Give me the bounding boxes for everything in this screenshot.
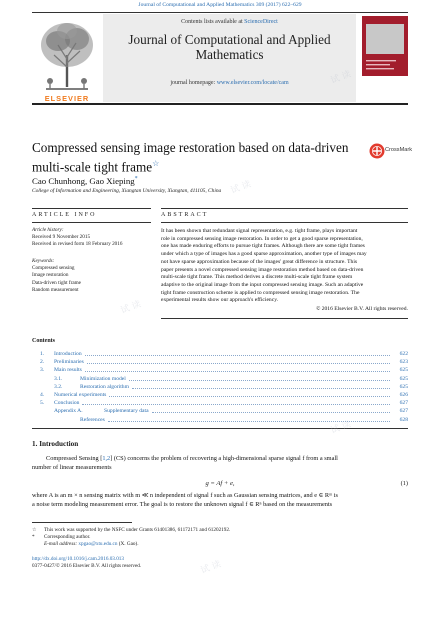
keyword-item: Random measurement [32, 286, 79, 293]
history-label: Article history: [32, 227, 64, 233]
watermark-mark: 试 读 [329, 69, 353, 87]
footnote-funding-text: This work was supported by the NSFC under Grants 61401386, 61172171 and 61202192. [44, 527, 231, 533]
article-title-line2-text: multi-scale tight frame [32, 158, 153, 174]
crossmark-label[interactable]: CrossMark [385, 147, 413, 153]
toc-leader-dots [129, 380, 390, 381]
footnote-rule [32, 522, 132, 523]
contents-available-prefix: Contents lists available at [181, 19, 245, 25]
journal-name [103, 32, 356, 62]
footnote-asterisk-mark: * [32, 534, 35, 540]
title-footnote-mark[interactable]: ☆ [152, 158, 160, 168]
toc-number: 3. [40, 367, 45, 374]
watermark-mark: 试 读 [229, 179, 253, 197]
toc-number: 2. [40, 359, 45, 366]
article-info-rule-bottom [32, 222, 151, 223]
toc-number: 3.2. [54, 383, 63, 390]
toc-label[interactable]: Introduction [54, 351, 82, 357]
keywords-block [32, 258, 157, 294]
keyword-item: Image restoration [32, 272, 69, 279]
article-history [32, 227, 157, 249]
intro-para2-line2: a noise term modeling measurement error. The goal is to restore the unknown signal f ∈ Rⁿ based on the measurements [32, 500, 333, 508]
journal-name-line2: Mathematics [195, 47, 264, 62]
email-label: E-mail address: [44, 541, 79, 547]
email-suffix: (X. Gao). [117, 541, 139, 547]
article-info-rule-top [32, 208, 151, 209]
journal-cover-lines [366, 58, 404, 72]
toc-label[interactable]: References [80, 416, 105, 423]
intro-para1-line2: number of linear measurements [32, 463, 112, 471]
abstract-rule-top [161, 208, 408, 209]
intro-para2-line1: where A is an m × n sensing matrix with m ≪ n independent of signal f such as Gaussian sensing matrices, and e ∈ Rᵐ is [32, 492, 338, 499]
footnote-email [32, 541, 408, 548]
doi-link[interactable]: http://dx.doi.org/10.1016/j.cam.2016.03.013 [32, 556, 124, 562]
equation-1: g = Af + e, [205, 480, 235, 487]
footnote-corresponding [32, 534, 408, 541]
toc-leader-dots [82, 404, 390, 405]
abstract-text [161, 228, 408, 305]
toc-label[interactable]: Restoration algorithm [80, 383, 129, 390]
journal-cover-panel [366, 24, 404, 54]
toc-page-number[interactable]: 625 [399, 383, 408, 390]
sciencedirect-link[interactable]: ScienceDirect [244, 19, 278, 25]
footnotes [32, 527, 408, 548]
abstract-line: under which a type of images has a good sparse approximation, another type of images may [161, 251, 367, 258]
toc-label[interactable]: Preliminaries [54, 359, 84, 366]
toc-label[interactable]: Main results [54, 367, 82, 374]
abstract-line: one has made enduring efforts to pursue tight frames. Although there are some tight frames [161, 243, 365, 250]
keyword-item: Compressed sensing [32, 265, 75, 272]
revised-date: Received in revised form 18 February 2016 [32, 241, 123, 248]
toc-label[interactable]: Minimization model [80, 375, 126, 382]
toc-row[interactable] [32, 391, 408, 399]
footnote-corresponding-text: Corresponding author. [44, 534, 91, 540]
toc-row[interactable] [32, 407, 408, 415]
toc-leader-dots [87, 363, 390, 364]
intro-paragraph-2 [32, 492, 408, 509]
toc-leader-dots [132, 388, 390, 389]
toc-number: 3.1. [54, 375, 63, 382]
abstract-rule-end [161, 318, 408, 319]
toc-row[interactable] [32, 350, 408, 358]
toc-row[interactable] [32, 366, 408, 374]
elsevier-wordmark: ELSEVIER [44, 94, 90, 103]
contents-available-line [103, 19, 356, 25]
abstract-line: not have sparse approximation because of the images' great difference in structure. This [161, 258, 358, 265]
journal-name-line1: Journal of Computational and Applied [128, 32, 331, 47]
contents-heading: Contents [32, 338, 56, 344]
toc-row[interactable] [32, 375, 408, 383]
intro-para1-line1 [32, 455, 408, 464]
section-heading-introduction: 1. Introduction [32, 440, 79, 448]
footnote-star-mark: ☆ [32, 527, 37, 533]
article-info-heading: ARTICLE INFO [32, 212, 97, 218]
corresponding-author-mark[interactable]: * [134, 176, 138, 183]
authors-line [32, 176, 138, 186]
toc-number: 4. [40, 392, 45, 398]
article-title-line1: Compressed sensing image restoration based on data-driven [32, 140, 349, 155]
toc-row[interactable] [32, 383, 408, 391]
toc-page-number[interactable]: 625 [399, 367, 408, 374]
author-email-link[interactable]: xpgao@xtu.edu.cn [78, 541, 118, 547]
toc-label[interactable]: Numerical experiments [54, 392, 107, 398]
abstract-line: tight frame construction scheme is applied to compressed sensing image restoration. The [161, 289, 360, 296]
toc-row[interactable] [32, 399, 408, 407]
homepage-prefix: journal homepage: [170, 80, 217, 86]
watermark-mark: 试 读 [329, 419, 353, 437]
abstract-line: role in compressed sensing image restoration. In order to get a good sparse representation, [161, 235, 363, 242]
toc-label[interactable]: Conclusion [54, 400, 80, 407]
citation-link[interactable]: 1,2 [102, 455, 111, 462]
intro-para1-start: Compressed Sensing [ [46, 455, 103, 462]
toc-number: Appendix A. [54, 408, 83, 415]
abstract-line: paper presents a novel compressed sensing image restoration method based on data-driven [161, 266, 364, 273]
abstract-rule-bottom [161, 222, 408, 223]
toc-row[interactable] [32, 358, 408, 366]
toc-page-number[interactable]: 625 [399, 375, 408, 382]
toc-page-number[interactable]: 623 [399, 359, 408, 366]
abstract-line: multi-scale tight frame. This method derives a discrete multi-scale tight frame system [161, 274, 353, 281]
abstract-heading: ABSTRACT [161, 212, 209, 218]
intro-paragraph-1 [32, 455, 408, 472]
abstract-copyright: © 2016 Elsevier B.V. All rights reserved. [316, 306, 408, 312]
toc-leader-dots [85, 355, 390, 356]
keywords-label: Keywords: [32, 258, 55, 264]
watermark-mark: 试 读 [119, 299, 143, 317]
footnote-funding [32, 527, 408, 534]
toc-page-number[interactable]: 627 [399, 408, 408, 415]
toc-page-number[interactable]: 622 [399, 351, 408, 357]
equation-number: (1) [400, 480, 408, 487]
affiliation: College of Information and Engineering, Xiangtan University, Xiangtan, 411105, China [32, 188, 222, 194]
issn-line: 0377-0427/© 2016 Elsevier B.V. All rights reserved. [32, 563, 142, 569]
article-title-line2 [32, 156, 362, 175]
toc-label[interactable]: Supplementary data [104, 408, 149, 415]
toc-leader-dots [109, 396, 390, 397]
toc-page-number[interactable]: 628 [399, 416, 408, 423]
journal-homepage-line [103, 80, 356, 86]
toc-row[interactable] [32, 416, 408, 424]
abstract-line: It has been shown that redundant signal representation, e.g. tight frame, plays important [161, 228, 358, 234]
article-title [32, 140, 362, 174]
toc-number: 5. [40, 400, 45, 407]
keyword-item: Data-driven tight frame [32, 279, 81, 286]
running-header: Journal of Computational and Applied Mathematics 309 (2017) 622–629 [138, 2, 302, 8]
journal-homepage-link[interactable]: www.elsevier.com/locate/cam [216, 80, 289, 86]
toc-number: 1. [40, 351, 45, 357]
masthead-top-rule [32, 12, 408, 13]
elsevier-tree-logo [32, 15, 102, 95]
watermark-mark: 试 读 [199, 559, 223, 577]
intro-para1-rest: ] (CS) concerns the problem of recovering a high-dimensional sparse signal f from a small [110, 455, 338, 462]
abstract-line: adaptive to the original image from the input compressed sensing image. Such an adaptive [161, 281, 364, 288]
abstract-line: experimental results show our approach's efficiency. [161, 297, 279, 304]
toc-leader-dots [152, 412, 390, 413]
toc-leader-dots [85, 371, 390, 372]
received-date: Received 9 November 2015 [32, 234, 91, 241]
toc-page-number[interactable]: 626 [399, 392, 408, 398]
masthead-bottom-rule [32, 103, 408, 105]
authors-names: Cao Chunhong, Gao Xieping [32, 176, 135, 186]
toc-page-number[interactable]: 627 [399, 400, 408, 407]
